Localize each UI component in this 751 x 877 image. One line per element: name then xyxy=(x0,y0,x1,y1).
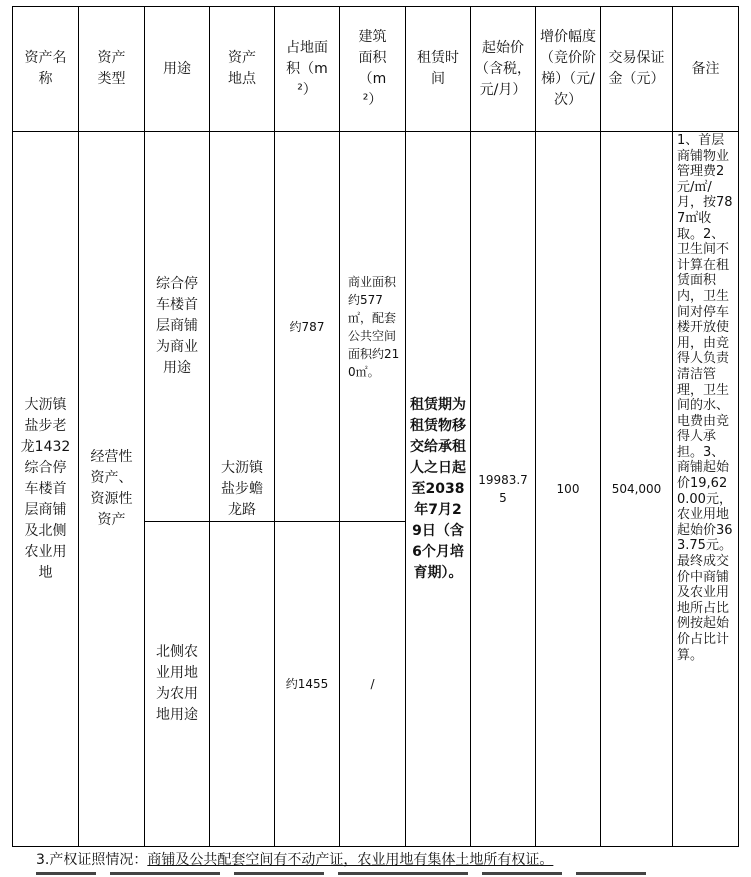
header-remarks: 备注 xyxy=(691,60,720,77)
header-start-price: 起始价（含税，元/月） xyxy=(475,39,531,98)
property-certificate-note xyxy=(36,851,553,869)
cell-use-shop: 综合停车楼首层商铺为商业用途 xyxy=(156,276,198,376)
header-location: 资产地点 xyxy=(228,50,256,87)
cell-building-area-shop: 商业面积约577㎡，配套公共空间面积约210㎡。 xyxy=(348,274,400,379)
cell-start-price: 19983.75 xyxy=(478,473,528,505)
header-use: 用途 xyxy=(163,60,191,77)
header-asset-name: 资产名称 xyxy=(24,50,67,87)
cell-remarks: 1、首层商铺物业管理费2元/㎡/月，按787㎡收取。2、卫生间不计算在租赁面积内，卫生间对停车楼开放使用，由竞得人负责清洁管理，卫生间的水、电费由竞得人承担。3、商铺起始价19,620.00元，农业用地起始价363.75元。最终成交价中商铺及农业用地所占比例按起始价占比计算。 xyxy=(677,133,733,663)
cut-off-text-line xyxy=(0,872,751,877)
header-lease-term: 租赁时间 xyxy=(417,50,459,87)
cell-land-area-shop: 约787 xyxy=(289,319,325,334)
col-line-11 xyxy=(738,6,739,847)
cell-asset-type: 经营性资产、资源性资产 xyxy=(90,449,133,528)
header-asset-type: 资产类型 xyxy=(97,50,126,87)
cell-lease-term: 租赁期为租赁物移交给承租人之日起至2038年7月29日（含6个月培育期）。 xyxy=(410,396,466,581)
cell-use-farmland: 北侧农业用地为农用地用途 xyxy=(156,644,198,723)
header-deposit: 交易保证金（元） xyxy=(608,50,665,87)
header-increment: 增价幅度（竞价阶梯）（元/次） xyxy=(540,29,596,108)
cell-building-area-farmland: / xyxy=(370,677,375,691)
cell-land-area-farmland: 约1455 xyxy=(285,677,329,691)
cell-increment: 100 xyxy=(556,482,580,496)
header-land-area: 占地面积（m²） xyxy=(286,39,328,98)
header-building-area: 建筑面积（m²） xyxy=(358,29,387,108)
note-prefix: 3.产权证照情况： xyxy=(36,852,148,868)
cell-asset-name: 大沥镇盐步老龙1432综合停车楼首层商铺及北侧农业用地 xyxy=(20,396,71,581)
note-text: 商铺及公共配套空间有不动产证，农业用地有集体土地所有权证。 xyxy=(147,852,554,868)
table-border-bottom xyxy=(12,846,739,847)
cell-deposit: 504,000 xyxy=(611,482,662,496)
cell-location: 大沥镇盐步蟾龙路 xyxy=(221,459,263,518)
